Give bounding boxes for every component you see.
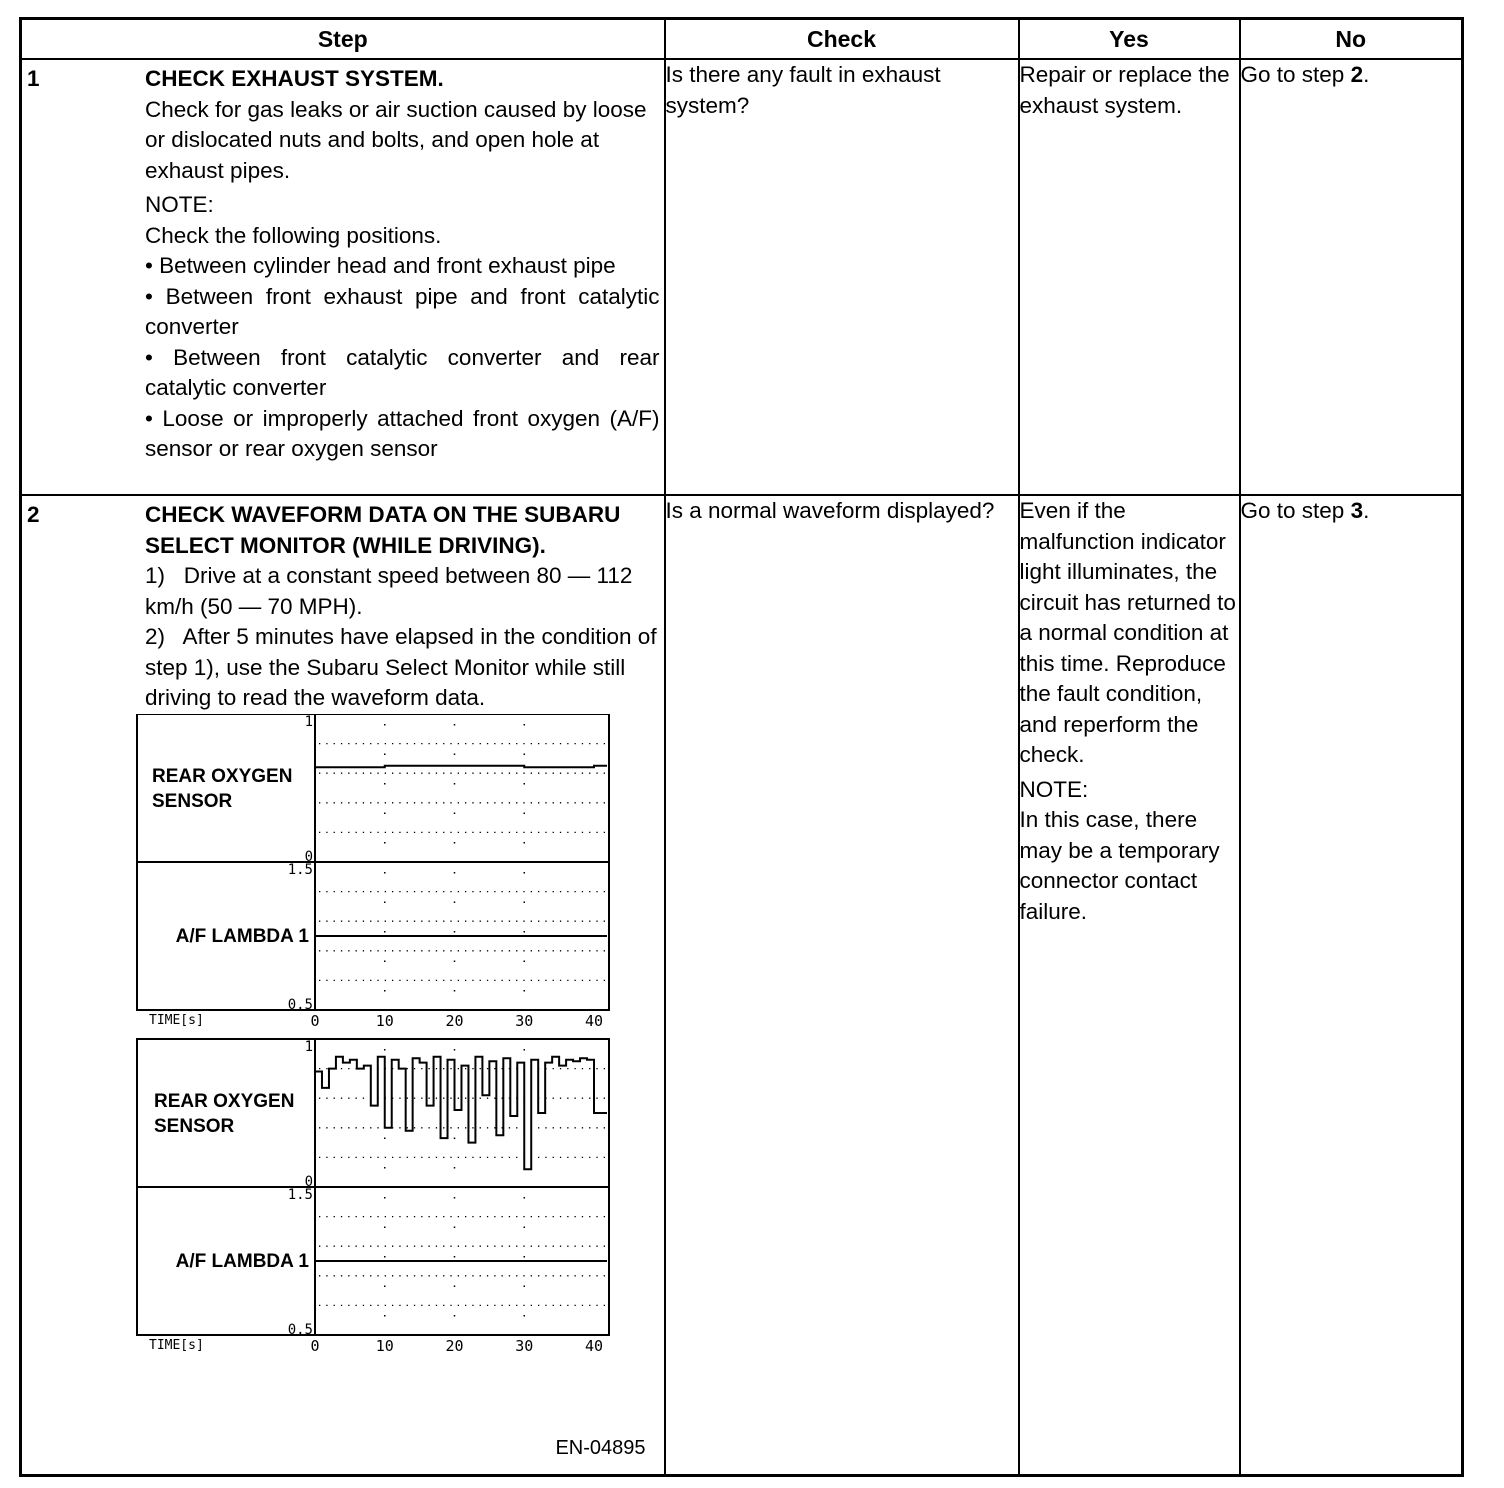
note-label: NOTE:	[145, 192, 214, 217]
no-suffix: .	[1363, 62, 1370, 87]
no-suffix: .	[1363, 498, 1370, 523]
x-tick-label: 20	[445, 1011, 464, 1030]
header-step: Step	[21, 19, 665, 60]
x-axis-label: TIME[s]	[149, 1337, 204, 1353]
x-tick-label: 10	[375, 1011, 394, 1030]
x-tick-label: 0	[310, 1011, 320, 1030]
note-text: In this case, there may be a temporary connector contact failure.	[1019, 807, 1220, 924]
step-title: CHECK EXHAUST SYSTEM.	[145, 66, 444, 91]
panel-label: A/F LAMBDA 1	[175, 925, 309, 947]
y-tick-label: 1	[304, 713, 313, 730]
series-line	[315, 765, 607, 766]
bullet-item: • Between cylinder head and front exhaust pipe	[145, 253, 616, 278]
y-tick-label: 0	[304, 848, 313, 865]
note-intro: Check the following positions.	[145, 222, 442, 248]
note-label: NOTE:	[1019, 776, 1089, 802]
step-item: 2) After 5 minutes have elapsed in the condition of step 1), use the Subaru Select Monitor while still driving to read the waveform data.	[145, 624, 663, 710]
step-cell-1	[21, 59, 665, 495]
no-prefix: Go to step	[1240, 62, 1351, 87]
y-tick-label: 1.5	[287, 861, 313, 878]
check-cell-1: Is there any fault in exhaust system?	[665, 59, 1019, 495]
y-tick-label: 0.5	[287, 1321, 313, 1338]
series-line	[315, 1056, 607, 1168]
header-check: Check	[665, 19, 1019, 60]
waveform-figure	[22, 714, 664, 1474]
yes-cell-1: Repair or replace the exhaust system.	[1019, 59, 1240, 495]
y-tick-label: 1	[304, 1038, 313, 1055]
step-number: 1	[27, 66, 40, 91]
x-tick-label: 30	[515, 1011, 534, 1030]
step-item: 1) Drive at a constant speed between 80 — 112 km/h (50 — 70 MPH).	[145, 563, 639, 619]
x-axis-label: TIME[s]	[149, 1012, 204, 1028]
waveform-chart	[22, 714, 662, 1474]
x-tick-label: 20	[445, 1336, 464, 1355]
x-tick-label: 30	[515, 1336, 534, 1355]
step-description: Check for gas leaks or air suction caused by loose or dislocated nuts and bolts, and open hole at exhaust pipes.	[145, 96, 647, 183]
troubleshooting-table	[19, 17, 1464, 1477]
no-cell-1	[1240, 59, 1463, 495]
yes-cell-2	[1019, 495, 1240, 1475]
header-no: No	[1240, 19, 1463, 60]
bullet-item: • Between front exhaust pipe and front catalytic converter	[145, 283, 660, 339]
panel-label: REAR OXYGEN	[154, 1090, 295, 1112]
no-cell-2	[1240, 495, 1463, 1475]
step-title: CHECK WAVEFORM DATA ON THE SUBARU SELECT MONITOR (WHILE DRIVING).	[145, 502, 621, 558]
figure-code: EN-04895	[555, 1437, 646, 1459]
x-tick-label: 10	[375, 1336, 394, 1355]
panel-label: REAR OXYGEN	[152, 765, 293, 787]
table-row	[21, 59, 1463, 495]
x-tick-label: 0	[310, 1336, 320, 1355]
yes-text: Even if the malfunction indicator light illuminates, the circuit has returned to a normal condition at this time. Reproduce the fault condition, and reperform the check.	[1019, 498, 1236, 767]
step-number: 2	[27, 502, 40, 527]
header-row	[21, 19, 1463, 60]
panel-label: A/F LAMBDA 1	[175, 1250, 309, 1272]
x-tick-label: 40	[584, 1011, 604, 1030]
bullet-item: • Loose or improperly attached front oxygen (A/F) sensor or rear oxygen sensor	[145, 405, 660, 461]
panel-label: SENSOR	[154, 1115, 235, 1137]
panel-label: SENSOR	[152, 790, 233, 812]
no-prefix: Go to step	[1240, 498, 1351, 523]
no-step-number: 2	[1350, 62, 1364, 87]
y-tick-label: 0.5	[287, 996, 313, 1013]
y-tick-label: 0	[304, 1173, 313, 1190]
y-tick-label: 1.5	[287, 1186, 313, 1203]
check-cell-2: Is a normal waveform displayed?	[665, 495, 1019, 1475]
x-tick-label: 40	[584, 1336, 604, 1355]
no-step-number: 3	[1350, 498, 1364, 523]
step-cell-2	[21, 495, 665, 1475]
header-yes: Yes	[1019, 19, 1240, 60]
bullet-item: • Between front catalytic converter and rear catalytic converter	[145, 344, 660, 400]
table-row	[21, 495, 1463, 1475]
